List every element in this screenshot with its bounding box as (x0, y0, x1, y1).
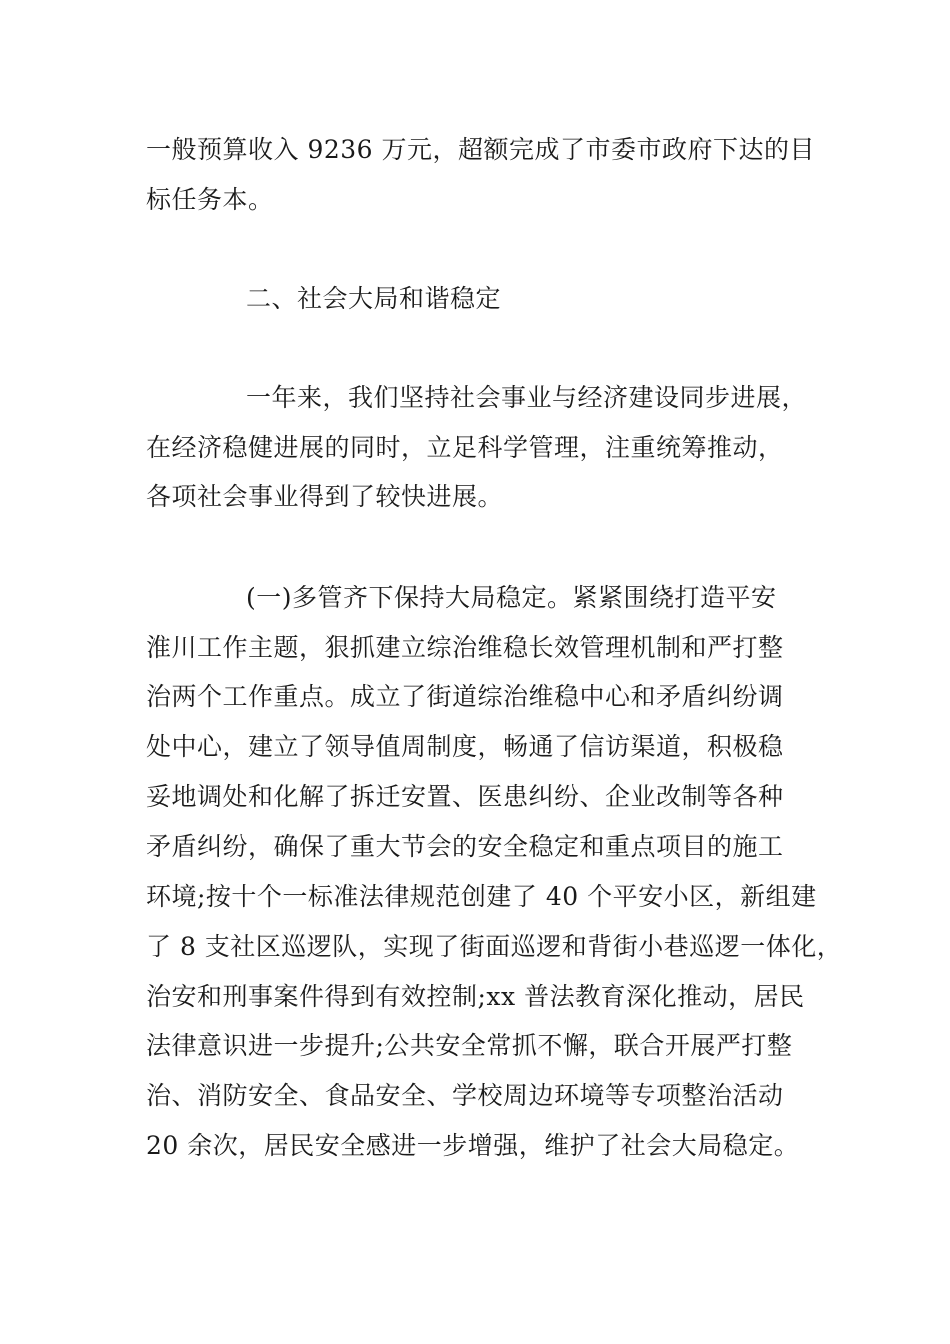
paragraph-line: 淮川工作主题，狠抓建立综治维稳长效管理机制和严打整 (146, 633, 784, 662)
paragraph-line: 妥地调处和化解了拆迁安置、医患纠纷、企业改制等各种 (146, 782, 784, 811)
paragraph-line: 处中心，建立了领导值周制度，畅通了信访渠道，积极稳 (146, 732, 784, 761)
paragraph-line: 环境;按十个一标准法律规范创建了 40 个平安小区，新组建 (146, 882, 817, 911)
paragraph-line: 20 余次，居民安全感进一步增强，维护了社会大局稳定。 (146, 1131, 800, 1160)
paragraph-line: (一)多管齐下保持大局稳定。紧紧围绕打造平安 (246, 583, 777, 612)
paragraph-line: 了 8 支社区巡逻队，实现了街面巡逻和背街小巷巡逻一体化， (146, 932, 843, 961)
paragraph-line: 各项社会事业得到了较快进展。 (146, 482, 504, 511)
paragraph-line: 治安和刑事案件得到有效控制;xx 普法教育深化推动，居民 (146, 982, 805, 1011)
paragraph-line: 治两个工作重点。成立了街道综治维稳中心和矛盾纠纷调 (146, 682, 784, 711)
paragraph-line: 治、消防安全、食品安全、学校周边环境等专项整治活动 (146, 1081, 784, 1110)
paragraph-line: 法律意识进一步提升;公共安全常抓不懈，联合开展严打整 (146, 1031, 793, 1060)
paragraph-line: 标任务本。 (146, 185, 274, 214)
section-heading: 二、社会大局和谐稳定 (246, 284, 502, 313)
paragraph-line: 一年来，我们坚持社会事业与经济建设同步进展， (246, 383, 808, 412)
paragraph-line: 矛盾纠纷，确保了重大节会的安全稳定和重点项目的施工 (146, 832, 784, 861)
paragraph-line: 在经济稳健进展的同时，立足科学管理，注重统筹推动， (146, 433, 784, 462)
paragraph-line: 一般预算收入 9236 万元，超额完成了市委市政府下达的目 (146, 135, 816, 164)
